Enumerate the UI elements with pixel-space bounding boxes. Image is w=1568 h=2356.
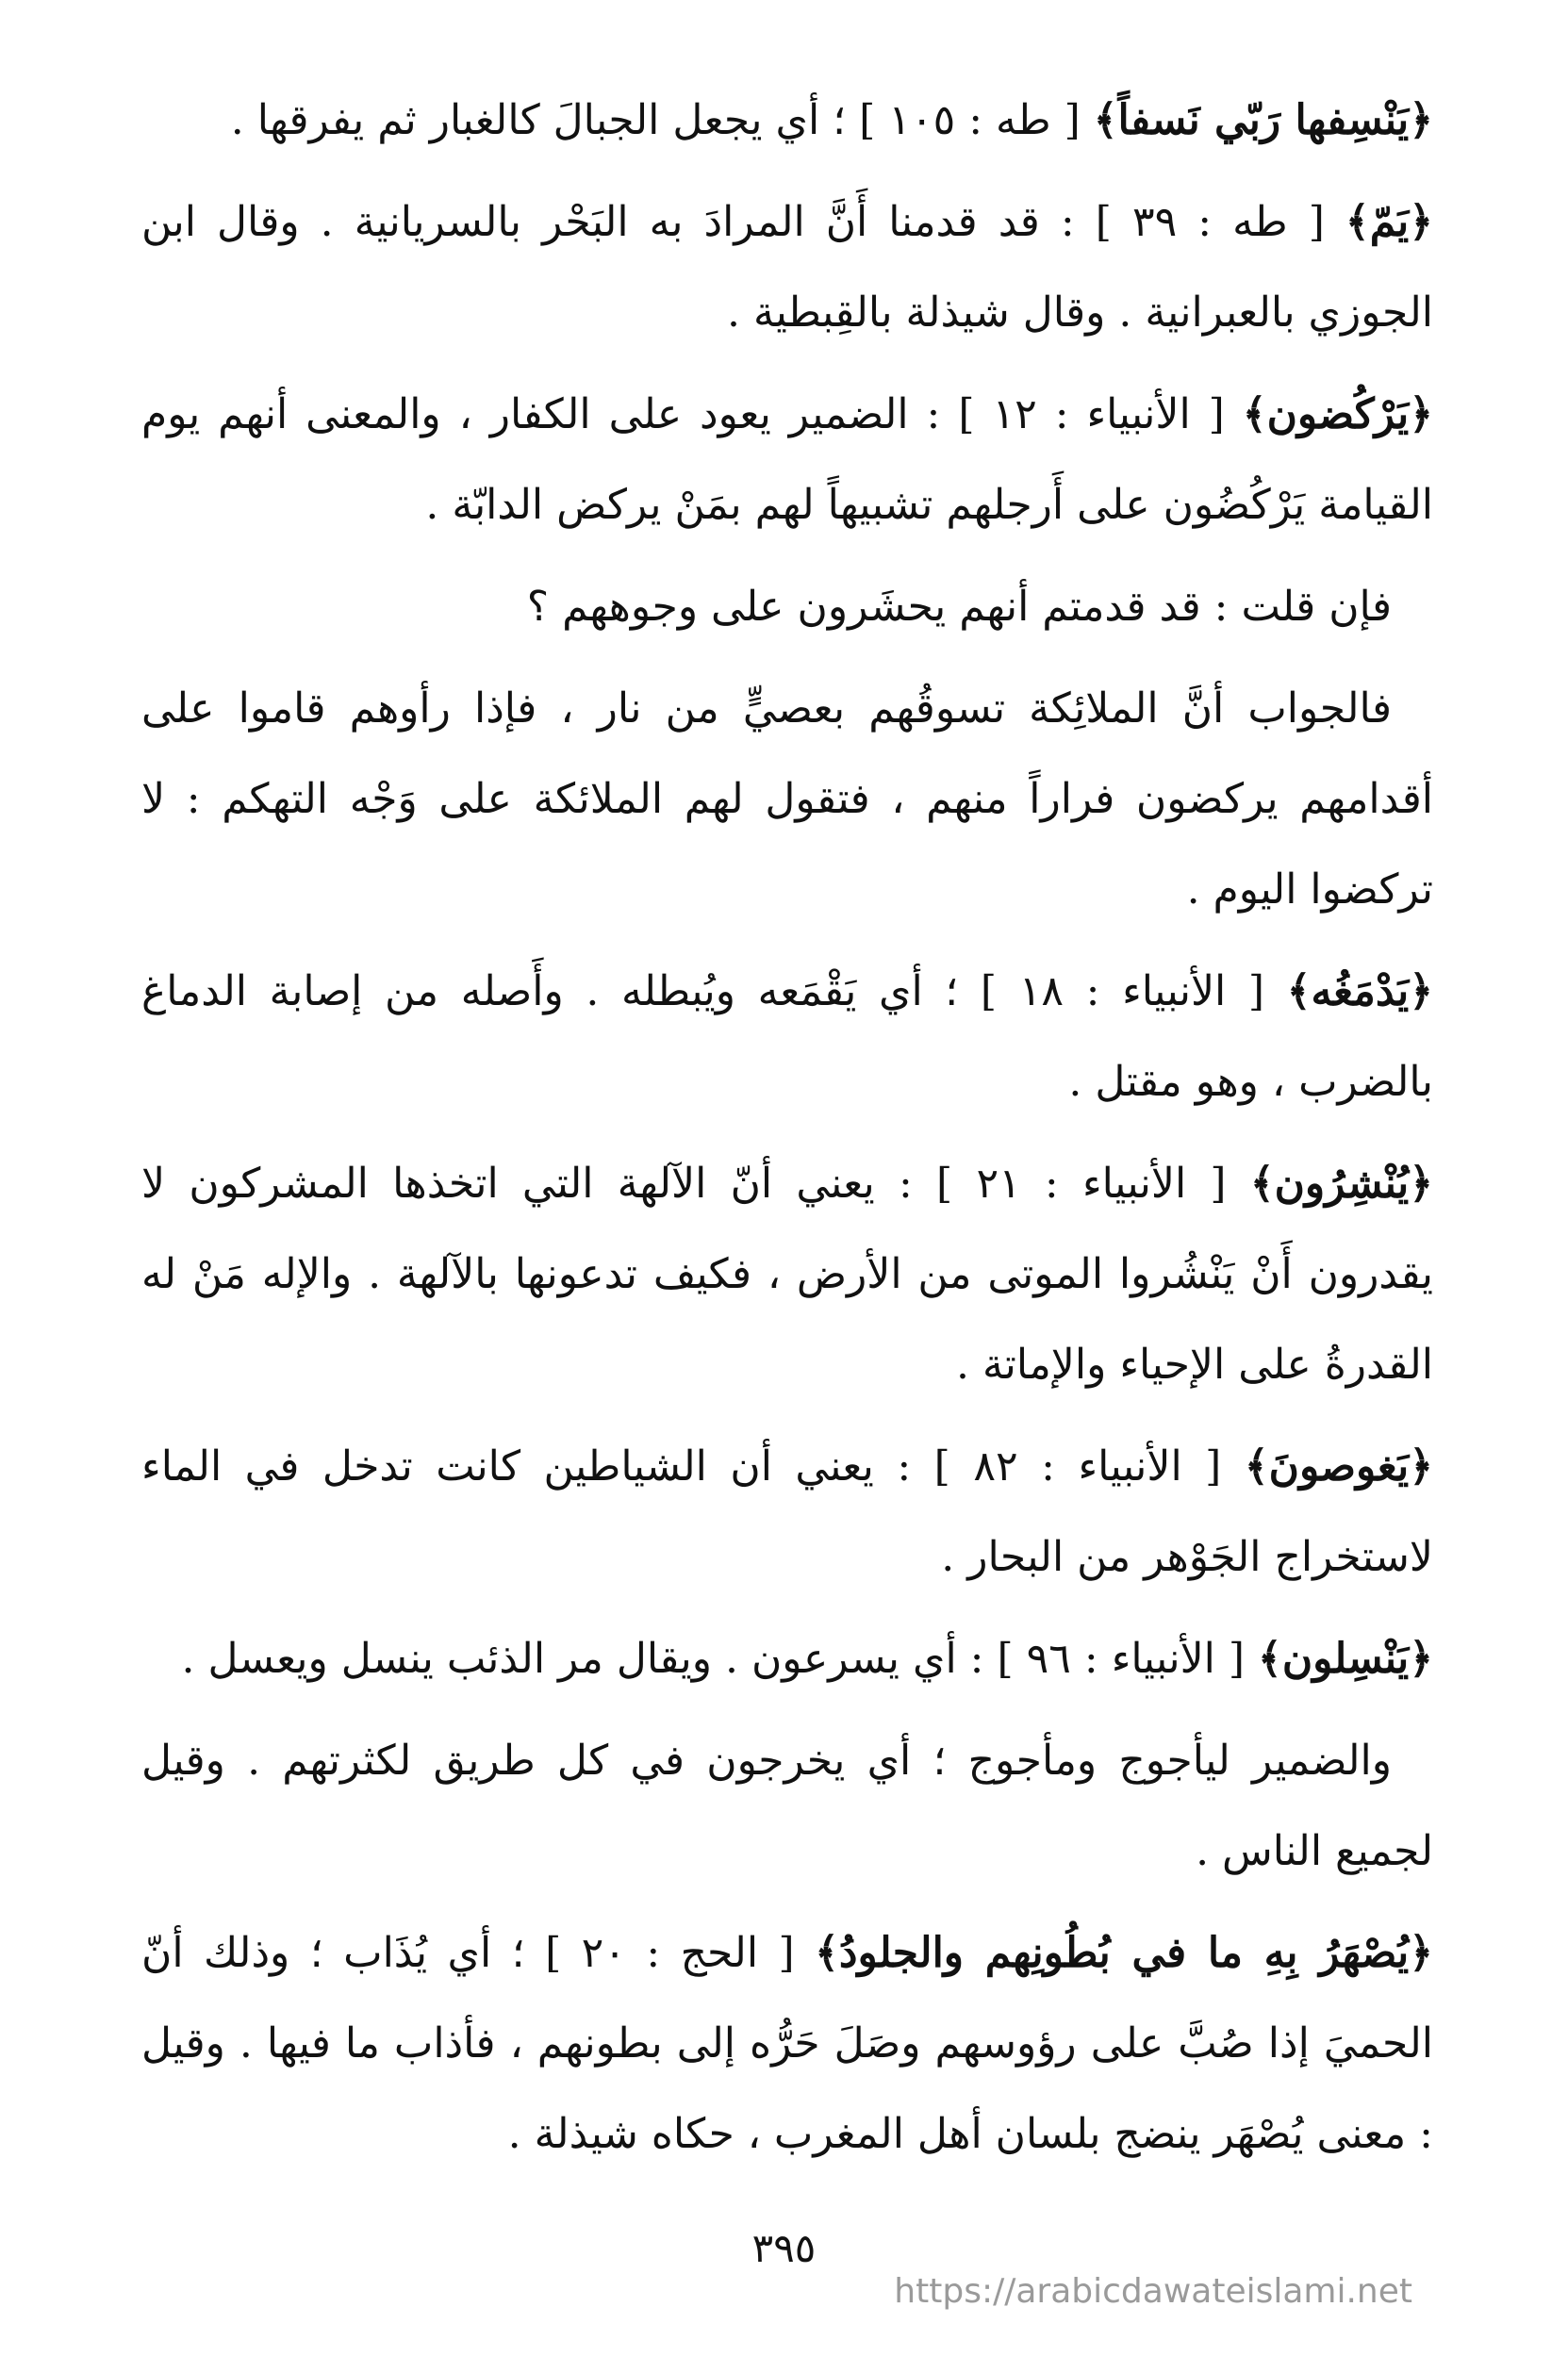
verse-reference: [ الأنبياء : ٢١ ]: [912, 1160, 1250, 1208]
watermark-url: https://arabicdawateislami.net: [894, 2272, 1412, 2311]
paragraph-3: [141, 370, 1433, 551]
paragraph-4: [141, 562, 1433, 652]
paragraph-text: فالجواب أنَّ الملائِكة تسوقُهم بعصيٍّ من نار ، فإذا رأوهم قاموا على أقدامهم يركضون فراراً منهم ، فتقول لهم الملائكة على وَجْه التهكم : لا تركضوا اليوم .: [141, 684, 1433, 914]
paragraph-5: [141, 664, 1433, 935]
paragraph-7: [141, 1139, 1433, 1410]
paragraph-2: [141, 177, 1433, 358]
quran-term: ﴿يَدْمَغُه﴾: [1286, 967, 1433, 1015]
paragraph-text: ؛ أي يَقْمَعه ويُبطله . وأَصله من إصابة الدماغ بالضرب ، وهو مقتل .: [141, 967, 1433, 1106]
paragraph-8: [141, 1422, 1433, 1603]
paragraph-text: ؛ أي يجعل الجبالَ كالغبار ثم يفرقها .: [230, 96, 847, 144]
paragraph-text: : قد قدمنا أَنَّ المرادَ به البَحْر بالسريانية . وقال ابن الجوزي بالعبرانية . وقال شيذلة بالقِبطية .: [141, 198, 1433, 337]
quran-term: ﴿يَنْسِلون﴾: [1258, 1635, 1433, 1683]
quran-term: ﴿يُصْهَرُ بِهِ ما في بُطُونِهم والجلودُ﴾: [815, 1929, 1433, 1977]
paragraph-text: والضمير ليأجوج ومأجوج ؛ أي يخرجون في كل طريق لكثرتهم . وقيل لجميع الناس .: [141, 1737, 1433, 1875]
quran-term: ﴿يَنْسِفها رَبّي نَسفاً﴾: [1093, 96, 1433, 144]
paragraph-text: : يعني أنّ الآلهة التي اتخذها المشركون لا يقدرون أَنْ يَنْشُروا الموتى من الأرض ، فكيف تدعونها بالآلهة . والإله مَنْ له القدرةُ على الإحياء والإماتة .: [141, 1160, 1433, 1389]
verse-reference: [ الأنبياء : ٨٢ ]: [911, 1442, 1245, 1491]
paragraph-text: : الضمير يعود على الكفار ، والمعنى أنهم يوم القيامة يَرْكُضُون على أَرجلهم تشبيهاً لهم بمَنْ يركض الدابّة .: [141, 390, 1433, 529]
verse-reference: [ طه : ٣٩ ]: [1074, 198, 1345, 246]
paragraph-10: [141, 1716, 1433, 1897]
verse-reference: [ الحج : ٢٠ ]: [524, 1929, 816, 1977]
quran-term: ﴿يَغوصونَ﴾: [1244, 1442, 1434, 1491]
paragraph-1: [141, 75, 1433, 166]
paragraph-text: : يعني أن الشياطين كانت تدخل في الماء لاستخراج الجَوْهر من البحار .: [141, 1442, 1433, 1581]
paragraph-text: : أي يسرعون . ويقال مر الذئب ينسل ويعسل .: [181, 1635, 984, 1683]
verse-reference: [ الأنبياء : ٩٦ ]: [983, 1635, 1259, 1683]
paragraph-9: [141, 1614, 1433, 1705]
quran-term: ﴿يَرْكُضون﴾: [1242, 390, 1434, 438]
paragraph-11: [141, 1908, 1433, 2180]
page-body: [141, 75, 1433, 2191]
verse-reference: [ الأنبياء : ١٢ ]: [940, 390, 1243, 438]
quran-term: ﴿يُنْشِرُون﴾: [1249, 1160, 1433, 1208]
paragraph-text: فإن قلت : قد قدمتم أنهم يحشَرون على وجوههم ؟: [526, 583, 1392, 631]
paragraph-text: ؛ أي يُذَاب ؛ وذلك أنّ الحميَ إذا صُبَّ على رؤوسهم وصَلَ حَرُّه إلى بطونهم ، فأذاب ما فيها . وقيل : معنى يُصْهَر ينضج بلسان أهل المغرب ، حكاه شيذلة .: [141, 1929, 1433, 2158]
verse-reference: [ طه : ١٠٥ ]: [846, 96, 1094, 144]
page-number: ٣٩٥: [751, 2225, 817, 2271]
quran-term: ﴿يَمّ﴾: [1345, 198, 1434, 246]
verse-reference: [ الأنبياء : ١٨ ]: [958, 967, 1287, 1015]
paragraph-6: [141, 947, 1433, 1128]
